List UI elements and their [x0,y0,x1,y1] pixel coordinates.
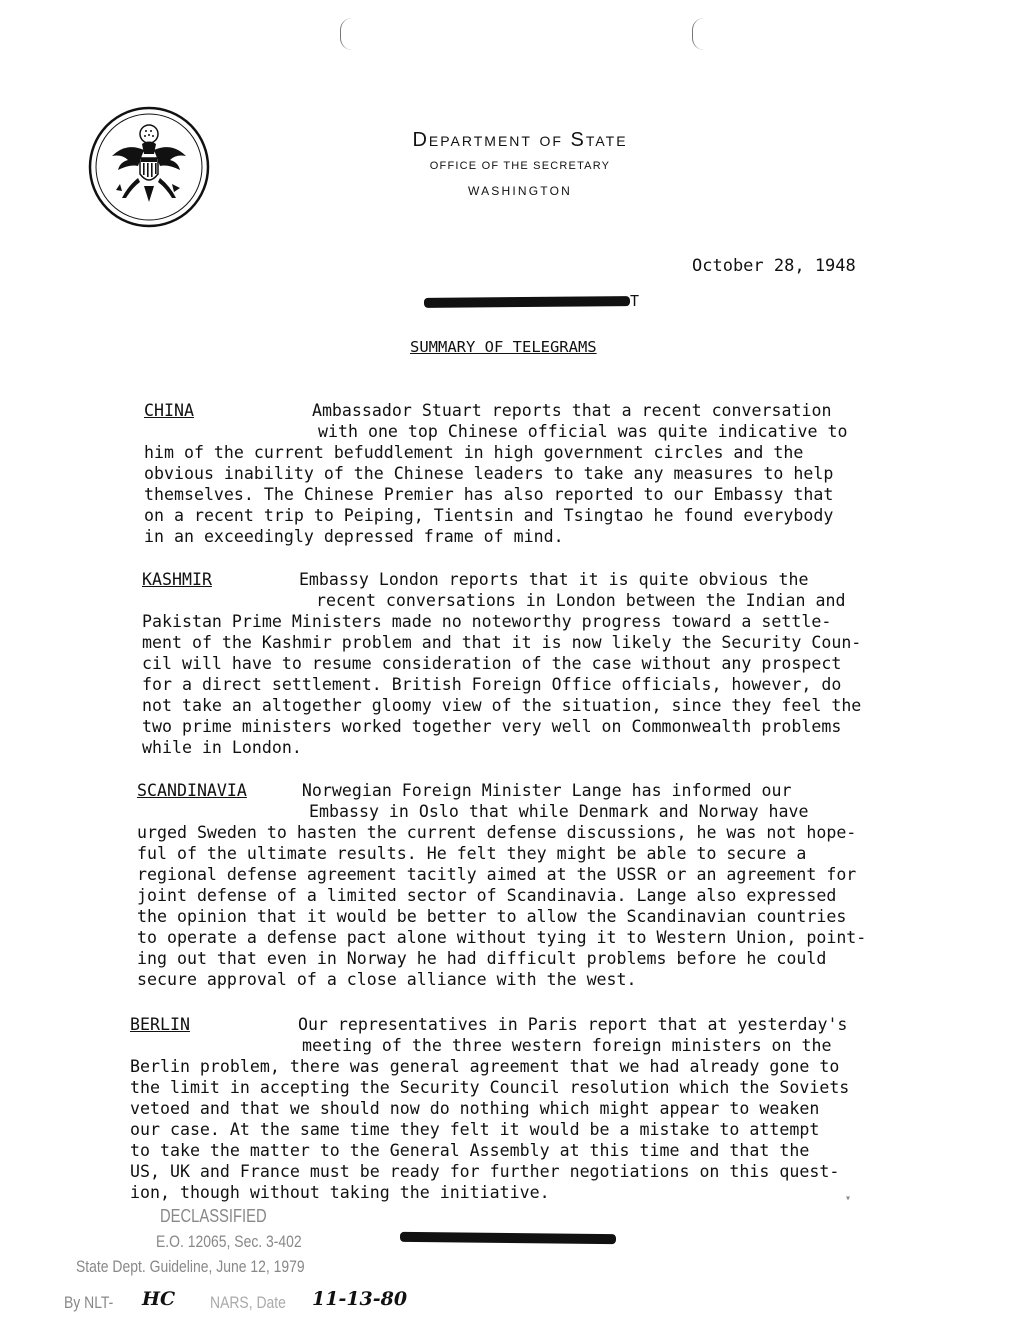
section-line: Pakistan Prime Ministers made no noteworthy progress toward a settle- [142,612,832,631]
section-kashmir [142,569,861,758]
classification-tail: T [630,292,640,310]
declassification-eo: E.O. 12065, Sec. 3-402 [156,1232,302,1251]
section-line: to operate a defense pact alone without tying it to Western Union, point- [137,928,867,947]
section-line: Norwegian Foreign Minister Lange has informed our [301,781,792,800]
section-line: recent conversations in London between the Indian and [316,591,846,610]
section-line: Ambassador Stuart reports that a recent conversation [311,401,832,420]
section-line: while in London. [142,738,302,757]
section-line: ful of the ultimate results. He felt they might be able to secure a [137,844,807,863]
section-line: Embassy in Oslo that while Denmark and Norway have [309,802,809,821]
section-line: not take an altogether gloomy view of the situation, since they feel the [142,696,862,715]
section-line: our case. At the same time they felt it would be a mistake to attempt [130,1120,820,1139]
section-line: on a recent trip to Peiping, Tientsin and Tsingtao he found everybody [144,506,834,525]
section-line: themselves. The Chinese Premier has also reported to our Embassy that [144,485,834,504]
section-line: ion, though without taking the initiative. [130,1183,550,1202]
document-date: October 28, 1948 [692,256,856,276]
redacted-classification-bottom [400,1232,616,1244]
scan-mark-bullet: ▾ [845,1193,852,1204]
declassification-initials: HC [142,1288,176,1310]
section-line: regional defense agreement tacitly aimed at the USSR or an agreement for [137,865,857,884]
section-line: two prime ministers worked together very well on Commonwealth problems [142,717,842,736]
section-china [144,400,848,547]
letterhead-city: WASHINGTON [467,184,572,198]
section-berlin [130,1014,852,1204]
section-line: Our representatives in Paris report that at yesterday's [297,1015,848,1034]
state-department-seal-icon [88,106,210,228]
section-line: him of the current befuddlement in high government circles and the [144,443,804,462]
section-line: the opinion that it would be better to allow the Scandinavian countries [137,907,847,926]
section-line: cil will have to resume consideration of the case without any prospect [142,654,842,673]
section-line: ing out that even in Norway he had difficult problems before he could [137,949,827,968]
document-title: SUMMARY OF TELEGRAMS [410,338,597,356]
section-heading: SCANDINAVIA [137,781,247,800]
section-line: Embassy London reports that it is quite obvious the [298,570,809,589]
declassification-nars: NARS, Date [210,1293,286,1312]
section-line: in an exceedingly depressed frame of mind. [144,527,564,546]
section-line: joint defense of a limited sector of Scandinavia. Lange also expressed [137,886,837,905]
letterhead-department: Department of State [412,129,628,151]
section-line: secure approval of a close alliance with the west. [137,970,637,989]
section-line: for a direct settlement. British Foreign Office officials, however, do [142,675,842,694]
declassification-date: 11-13-80 [312,1288,408,1310]
section-heading: BERLIN [130,1015,190,1034]
section-line: to take the matter to the General Assembly at this time and that the [130,1141,810,1160]
section-heading: KASHMIR [142,570,212,589]
scan-mark-right [692,18,707,50]
section-line: vetoed and that we should now do nothing which might appear to weaken [130,1099,820,1118]
section-line: Berlin problem, there was general agreement that we had already gone to [130,1057,840,1076]
section-heading: CHINA [144,401,194,420]
redacted-classification-top [424,296,630,308]
declassification-by-prefix: By NLT- [64,1293,114,1312]
section-scandinavia [137,780,866,990]
section-line: meeting of the three western foreign ministers on the [302,1036,832,1055]
letterhead-office: OFFICE OF THE SECRETARY [429,160,611,172]
section-line: ment of the Kashmir problem and that it is now likely the Security Coun- [142,633,862,652]
section-line: urged Sweden to hasten the current defense discussions, he was not hope- [137,823,857,842]
section-line: the limit in accepting the Security Council resolution which the Soviets [130,1078,850,1097]
section-line: obvious inability of the Chinese leaders to take any measures to help [144,464,834,483]
declassified-stamp: DECLASSIFIED [160,1206,267,1226]
scan-mark-left [340,18,355,50]
section-line: with one top Chinese official was quite indicative to [318,422,848,441]
declassification-by [64,1293,113,1313]
declassification-guideline: State Dept. Guideline, June 12, 1979 [76,1257,305,1276]
section-line: US, UK and France must be ready for further negotiations on this quest- [130,1162,840,1181]
